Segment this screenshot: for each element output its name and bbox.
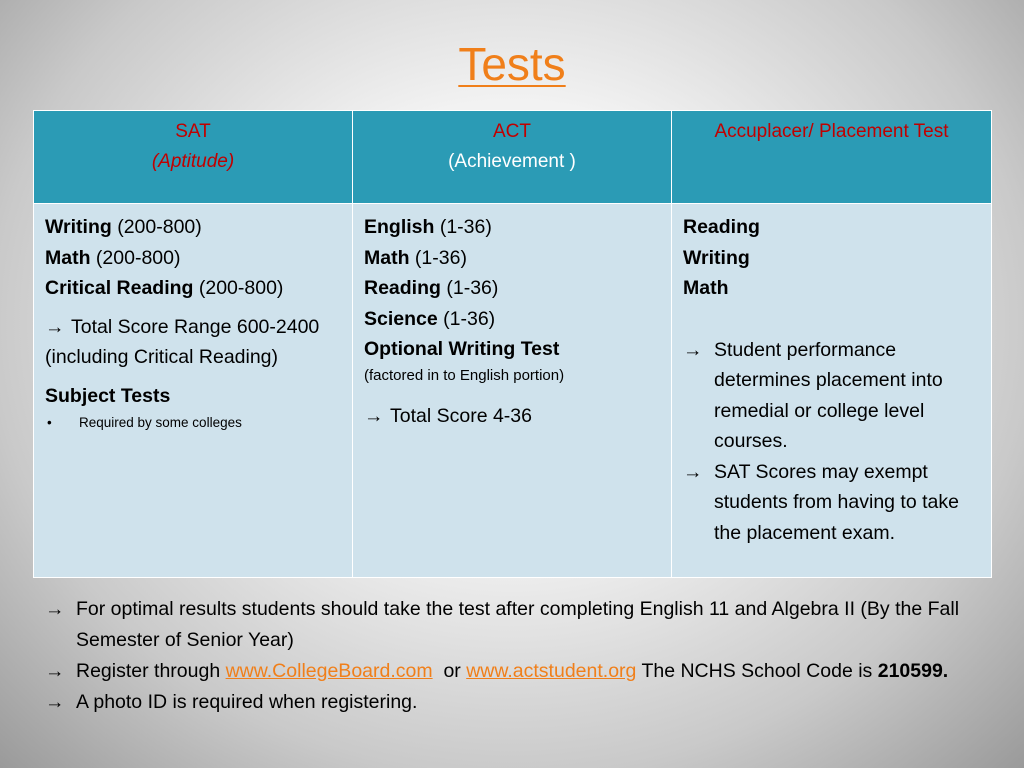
page-title: Tests xyxy=(458,38,566,90)
note-register-suffix: The NCHS School Code is xyxy=(636,660,878,682)
sat-subject-tests: Subject Tests xyxy=(45,384,171,407)
header-act-subtitle: (Achievement ) xyxy=(448,151,576,172)
accuplacer-math: Math xyxy=(683,277,729,299)
note-register xyxy=(45,656,965,687)
sat-subject-bullet xyxy=(45,413,342,433)
note-photo-id-text: A photo ID is required when registering. xyxy=(76,691,418,713)
accuplacer-reading: Reading xyxy=(683,216,760,238)
header-act xyxy=(353,111,672,204)
sat-writing-range: (200-800) xyxy=(111,216,202,238)
act-science-range: (1-36) xyxy=(437,307,496,330)
sat-total-text: Total Score Range 600-2400 (including Critical Reading) xyxy=(45,315,320,368)
act-science xyxy=(364,304,661,335)
sat-writing xyxy=(45,212,342,243)
act-science-label: Science xyxy=(364,307,438,330)
header-sat-subtitle: (Aptitude) xyxy=(151,151,235,172)
act-total-text: Total Score 4-36 xyxy=(390,404,532,427)
header-sat xyxy=(34,111,353,204)
sat-subject-bullet-text: Required by some colleges xyxy=(79,415,242,430)
sat-cell xyxy=(34,204,353,578)
act-english-range: (1-36) xyxy=(434,216,492,238)
accuplacer-cell xyxy=(672,204,992,578)
act-optional-writing: Optional Writing Test xyxy=(364,338,560,360)
note-register-or: or xyxy=(432,660,467,682)
arrow-right-icon: → xyxy=(364,404,384,427)
act-cell xyxy=(353,204,672,578)
note-register-text xyxy=(76,656,965,687)
accuplacer-point-placement xyxy=(683,335,981,457)
sat-writing-label: Writing xyxy=(45,216,112,238)
act-math xyxy=(364,243,661,274)
collegeboard-link[interactable]: www.CollegeBoard.com xyxy=(225,660,433,682)
sat-critical-reading xyxy=(45,273,342,304)
table-header-row xyxy=(34,111,992,204)
note-optimal-results-text: For optimal results students should take the test after completing English 11 and Algebra II (By the Fall Semester of Senior Year) xyxy=(76,598,960,651)
header-accuplacer xyxy=(672,111,992,204)
arrow-right-icon: → xyxy=(45,691,65,713)
tests-table xyxy=(33,110,992,578)
header-accuplacer-title: Accuplacer/ Placement Test xyxy=(714,121,949,142)
accuplacer-point-exempt xyxy=(683,457,981,549)
note-optimal-results xyxy=(45,594,965,656)
sat-math-label: Math xyxy=(45,246,91,269)
note-register-prefix: Register through xyxy=(76,660,226,682)
act-english xyxy=(364,212,661,243)
sat-math-range: (200-800) xyxy=(90,246,181,269)
actstudent-link[interactable]: www.actstudent.org xyxy=(466,660,637,682)
sat-math xyxy=(45,243,342,274)
act-english-label: English xyxy=(364,216,435,238)
act-total xyxy=(364,401,661,432)
accuplacer-point2-text: SAT Scores may exempt students from having to take the placement exam. xyxy=(714,460,959,544)
arrow-right-icon: → xyxy=(45,598,65,620)
arrow-right-icon: → xyxy=(683,460,703,483)
act-reading xyxy=(364,273,661,304)
header-sat-title: SAT xyxy=(175,121,211,142)
act-optional-note: (factored in to English portion) xyxy=(364,366,565,384)
accuplacer-point1-text: Student performance determines placement into remedial or college level courses. xyxy=(714,338,943,452)
sat-cr-range: (200-800) xyxy=(193,277,284,299)
table-row xyxy=(34,204,992,578)
act-reading-label: Reading xyxy=(364,277,441,299)
note-photo-id xyxy=(45,687,965,718)
sat-cr-label: Critical Reading xyxy=(45,277,194,299)
accuplacer-writing: Writing xyxy=(683,246,750,269)
school-code: 210599. xyxy=(877,660,949,682)
header-act-title: ACT xyxy=(493,121,531,142)
sat-total xyxy=(45,312,342,373)
act-reading-range: (1-36) xyxy=(440,277,499,299)
arrow-right-icon: → xyxy=(683,338,703,361)
act-math-range: (1-36) xyxy=(409,246,467,269)
arrow-right-icon: → xyxy=(45,660,65,682)
act-math-label: Math xyxy=(364,246,410,269)
bullet-icon: • xyxy=(47,415,52,430)
arrow-right-icon: → xyxy=(45,315,65,338)
notes-list xyxy=(45,594,965,718)
